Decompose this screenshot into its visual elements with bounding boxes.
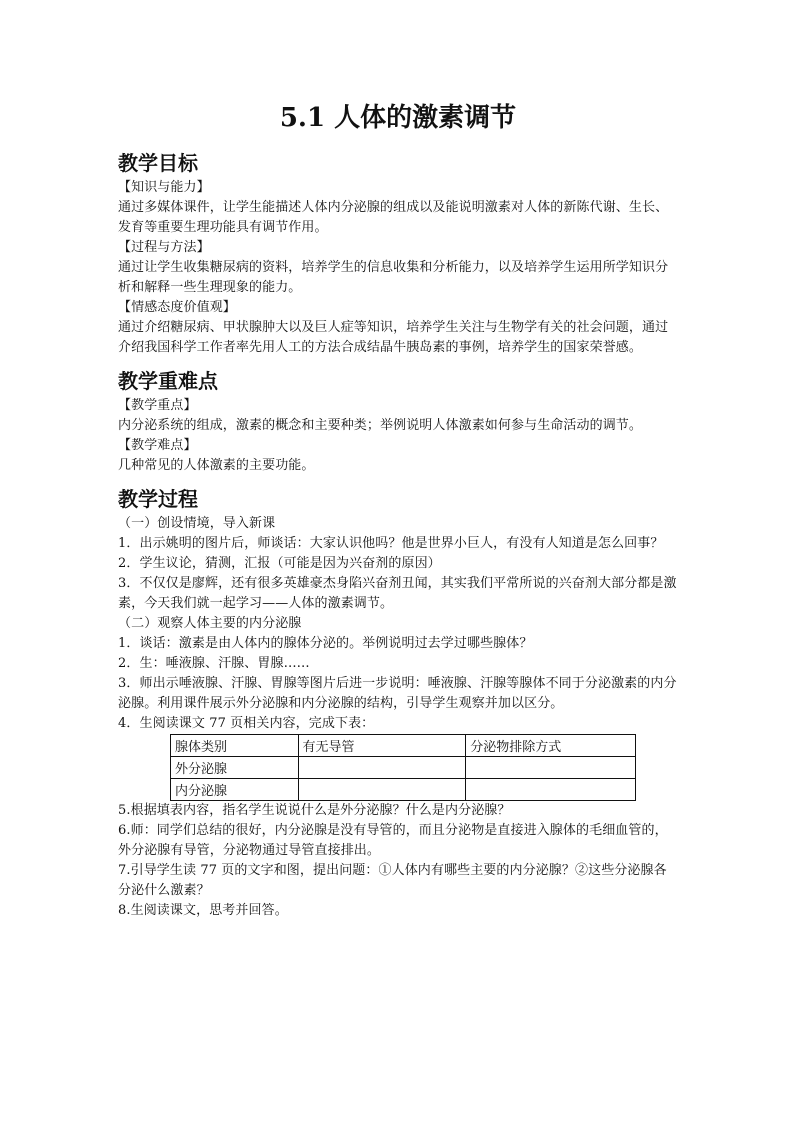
section-heading-process: 教学过程 — [118, 487, 198, 511]
part2-item-6: 6.师：同学们总结的很好，内分泌腺是没有导管的，而且分泌物是直接进入腺体的毛细血管的，外分泌腺有导管，分泌物通过导管直接排出。 — [118, 823, 668, 858]
part2-item-7: 7.引导学生读 77 页的文字和图，提出问题：①人体内有哪些主要的内分泌腺？②这些分泌腺各分泌什么激素？ — [118, 863, 667, 898]
table-row — [171, 779, 636, 801]
part1-item-3: 3．不仅仅是廖辉，还有很多英雄豪杰身陷兴奋剂丑闻，其实我们平常所说的兴奋剂大部分都是激素，今天我们就一起学习——人体的激素调节。 — [118, 576, 677, 611]
section-heading-objectives: 教学目标 — [118, 151, 198, 175]
gland-table — [170, 734, 636, 801]
difficult-label: 【教学难点】 — [118, 438, 197, 453]
section-heading-keypoints: 教学重难点 — [118, 369, 218, 393]
table-header-row — [171, 735, 636, 757]
part2-item-2: 2．生：唾液腺、汗腺、胃腺…… — [118, 656, 310, 671]
document-title: 5.1 人体的激素调节 — [279, 103, 517, 133]
difficult-text: 几种常见的人体激素的主要功能。 — [118, 458, 315, 473]
knowledge-text: 通过多媒体课件，让学生能描述人体内分泌腺的组成以及能说明激素对人体的新陈代谢、生长、发育等重要生理功能具有调节作用。 — [118, 200, 669, 235]
part2-label: （二）观察人体主要的内分泌腺 — [118, 616, 302, 631]
table-row — [171, 757, 636, 779]
table-cell: 内分泌腺 — [171, 779, 299, 801]
process-label: 【过程与方法】 — [118, 240, 210, 255]
part2-item-8: 8.生阅读课文，思考并回答。 — [118, 903, 288, 918]
table-header-cell: 有无导管 — [298, 735, 466, 757]
part2-item-3: 3．师出示唾液腺、汗腺、胃腺等图片后进一步说明：唾液腺、汗腺等腺体不同于分泌激素的内分泌腺。利用课件展示外分泌腺和内分泌腺的结构，引导学生观察并加以区分。 — [118, 676, 677, 711]
part1-item-2: 2．学生议论，猜测，汇报（可能是因为兴奋剂的原因） — [118, 556, 441, 571]
emotion-text: 通过介绍糖尿病、甲状腺肿大以及巨人症等知识，培养学生关注与生物学有关的社会问题，通过介绍我国科学工作者率先用人工的方法合成结晶牛胰岛素的事例，培养学生的国家荣誉感。 — [118, 320, 669, 355]
table-cell — [466, 757, 636, 779]
table-cell — [298, 779, 466, 801]
part2-item-4: 4．生阅读课文 77 页相关内容，完成下表： — [118, 716, 375, 731]
part1-label: （一）创设情境，导入新课 — [118, 516, 276, 531]
table-cell: 外分泌腺 — [171, 757, 299, 779]
knowledge-label: 【知识与能力】 — [118, 180, 210, 195]
table-cell — [298, 757, 466, 779]
key-label: 【教学重点】 — [118, 398, 197, 413]
emotion-label: 【情感态度价值观】 — [118, 300, 236, 315]
document-page — [118, 100, 678, 921]
part2-item-5: 5.根据填表内容，指名学生说说什么是外分泌腺？什么是内分泌腺？ — [118, 803, 511, 818]
table-cell — [466, 779, 636, 801]
key-text: 内分泌系统的组成，激素的概念和主要种类；举例说明人体激素如何参与生命活动的调节。 — [118, 418, 643, 433]
part1-item-1: 1．出示姚明的图片后，师谈话：大家认识他吗？他是世界小巨人，有没有人知道是怎么回事？ — [118, 536, 664, 551]
table-header-cell: 分泌物排除方式 — [466, 735, 636, 757]
part2-item-1: 1．谈话：激素是由人体内的腺体分泌的。举例说明过去学过哪些腺体？ — [118, 636, 533, 651]
process-text: 通过让学生收集糖尿病的资料，培养学生的信息收集和分析能力，以及培养学生运用所学知识分析和解释一些生理现象的能力。 — [118, 260, 669, 295]
table-header-cell: 腺体类别 — [171, 735, 299, 757]
